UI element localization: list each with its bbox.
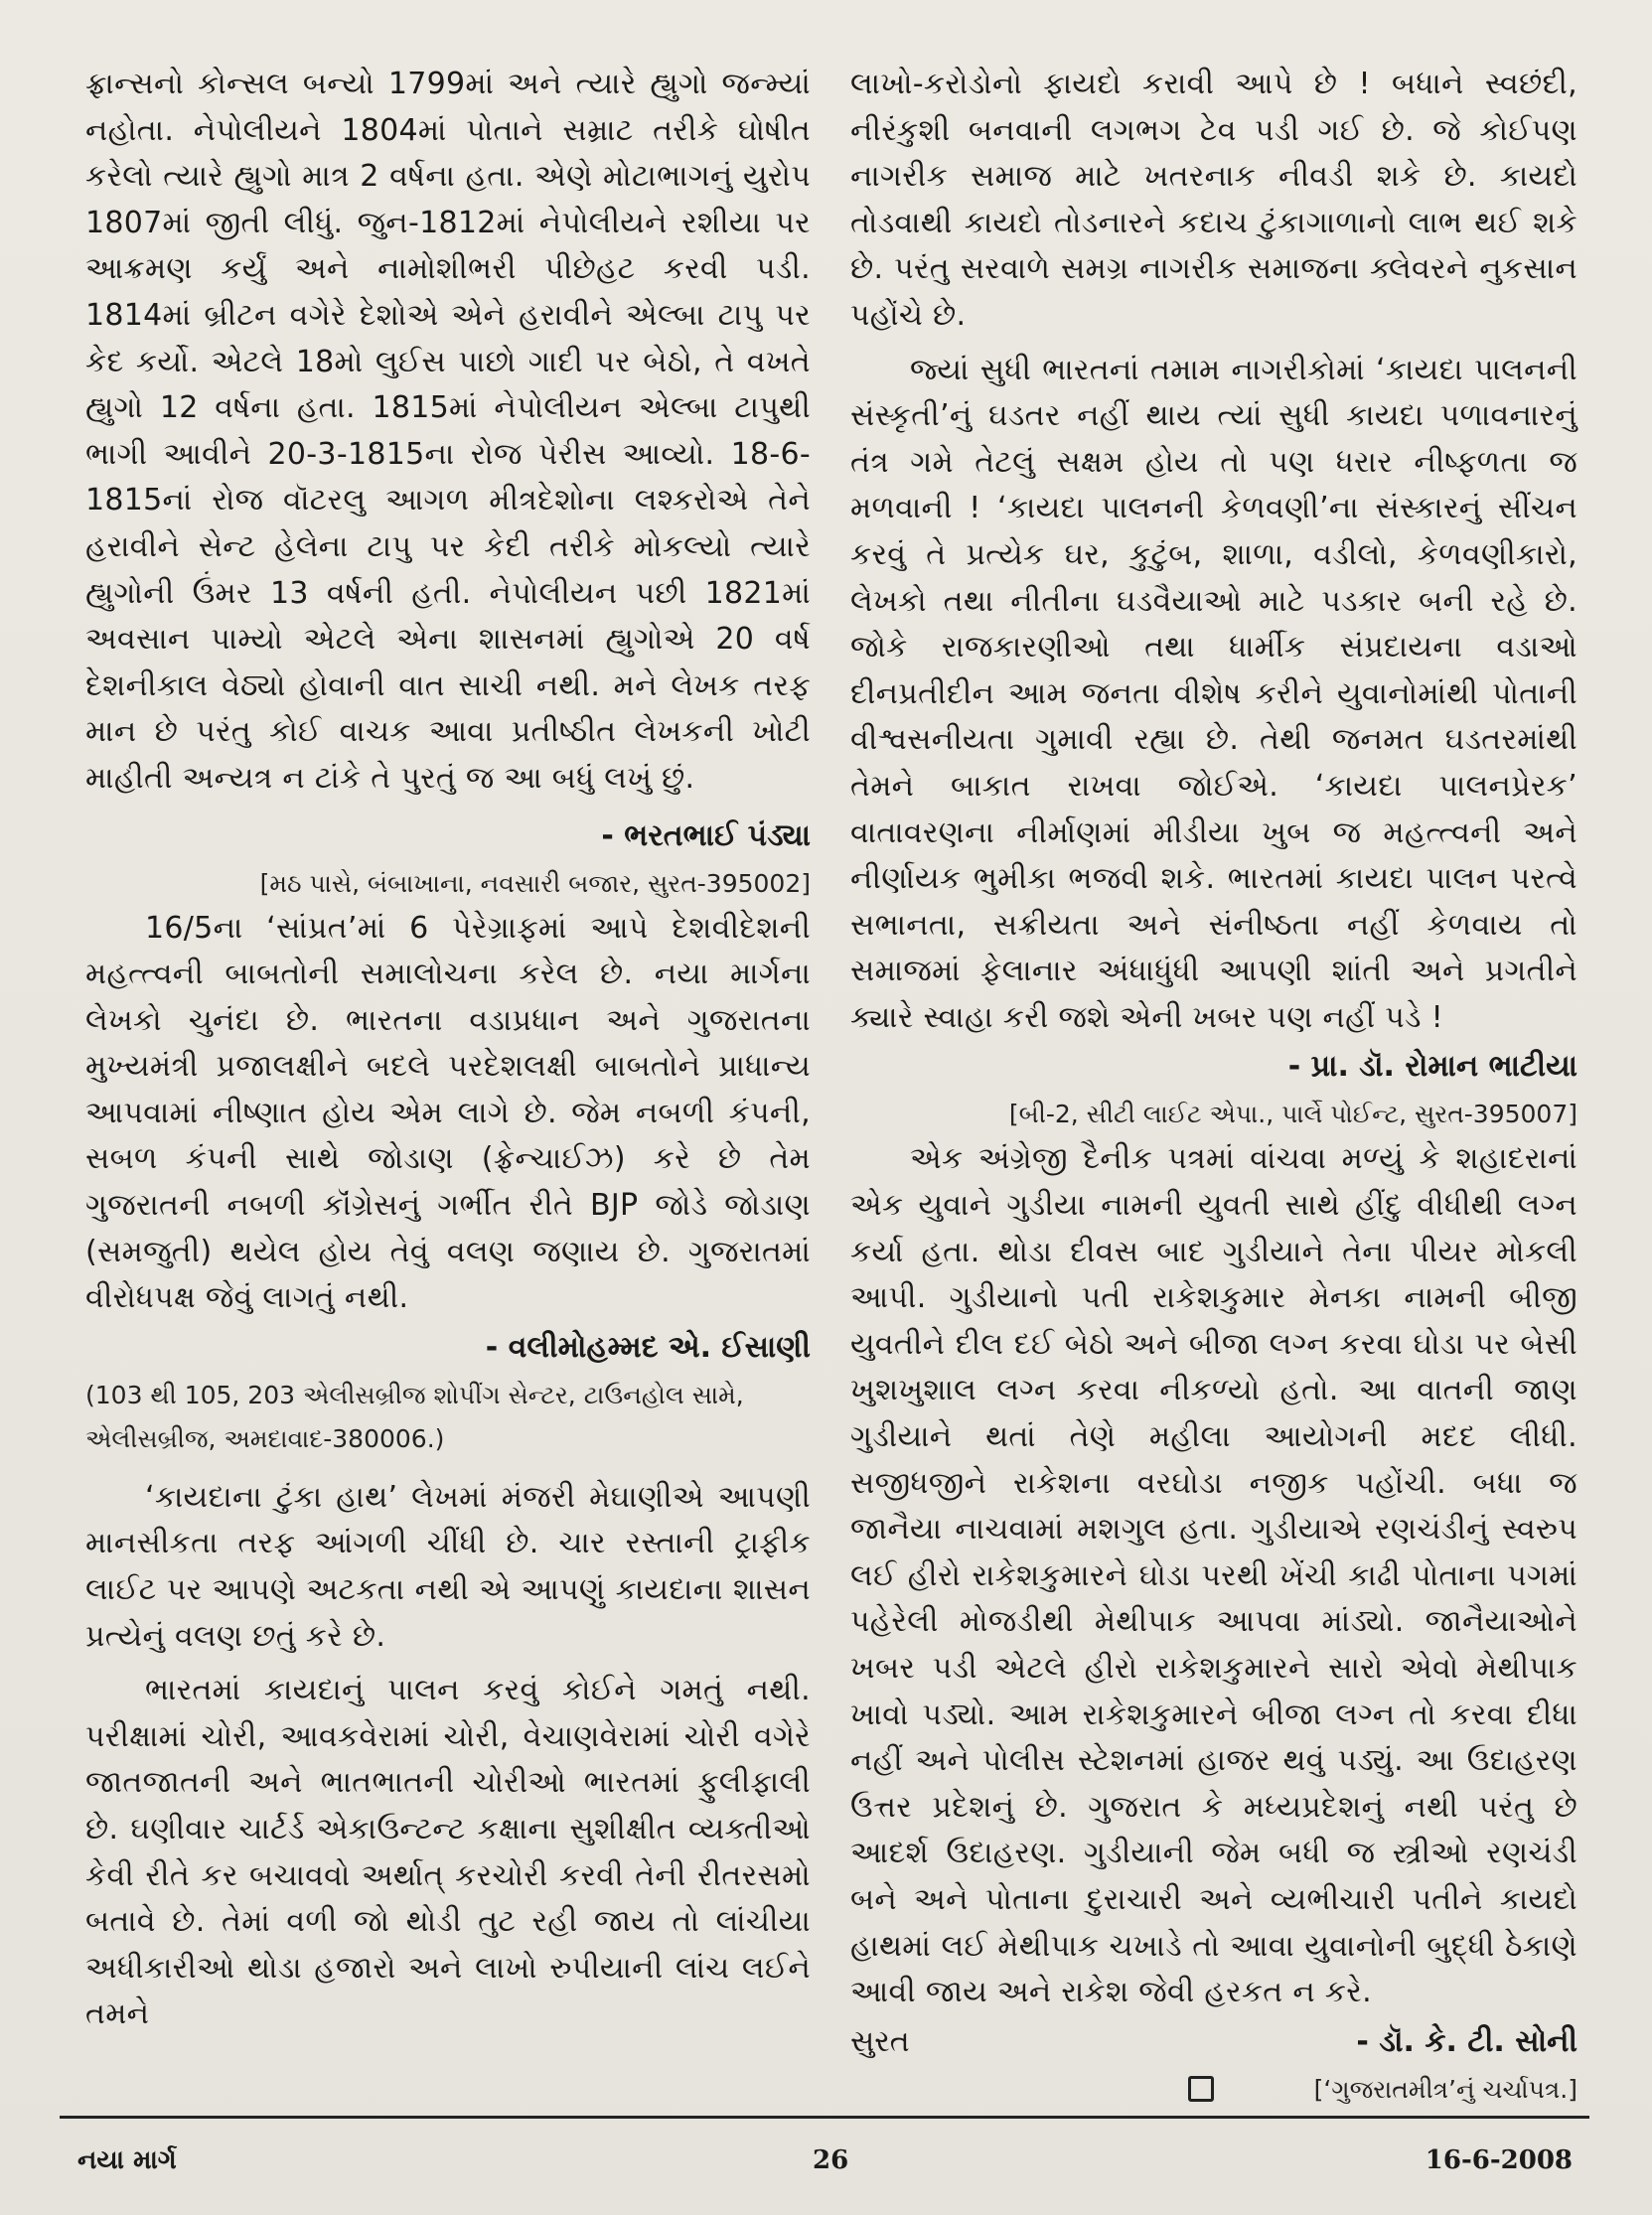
author-place: સુરત <box>850 2023 910 2059</box>
author-address: [મઠ પાસે, બંબાખાના, નવસારી બજાર, સુરત-395002] <box>259 868 811 898</box>
letter-paragraph: જ્યાં સુધી ભારતનાં તમામ નાગરીકોમાં ‘કાયદા પાલનની સંસ્કૃતી’નું ઘડતર નહીં થાય ત્યાં સુધી કાયદા પળાવનારનું તંત્ર ગમે તેટલું સક્ષમ હોય તો પણ ધરાર નીષ્ફળતા જ મળવાની ! ‘કાયદા પાલનની કેળવણી’ના સંસ્કારનું સીંચન કરવું તે પ્રત્યેક ઘર, કુટુંબ, શાળા, વડીલો, કેળવણીકારો, લેખકો તથા નીતીના ઘડવૈયાઓ માટે પડકાર બની રહે છે. જોકે રાજકારણીઓ તથા ધાર્મીક સંપ્રદાયના વડાઓ દીનપ્રતીદીન આમ જનતા વીશેષ કરીને યુવાનોમાંથી પોતાની વીશ્વસનીયતા ગુમાવી રહ્યા છે. તેથી જનમત ઘડતરમાંથી તેમને બાકાત રાખવા જોઈએ. ‘કાયદા પાલનપ્રેરક’ વાતાવરણના નીર્માણમાં મીડીયા ખુબ જ મહત્ત્વની અને નીર્ણાયક ભુમીકા ભજવી શકે. ભારતમાં કાયદા પાલન પરત્વે સભાનતા, સક્રીયતા અને સંનીષ્ઠતા નહીં કેળવાય તો સમાજમાં ફેલાનાર અંધાધુંધી આપણી શાંતી અને પ્રગતીને ક્યારે સ્વાહા કરી જશે એની ખબર પણ નહીં પડે ! <box>850 352 1577 1035</box>
end-mark-icon <box>1188 2076 1214 2102</box>
letter-paragraph: ભારતમાં કાયદાનું પાલન કરવું કોઈને ગમતું નથી. પરીક્ષામાં ચોરી, આવકવેરામાં ચોરી, વેચાણવેરામાં ચોરી વગેરે જાતજાતની અને ભાતભાતની ચોરીઓ ભારતમાં ફુલીફાલી છે. ઘણીવાર ચાર્ટર્ડ એકાઉન્ટન્ટ કક્ષાના સુશીક્ષીત વ્યક્તીઓ કેવી રીતે કર બચાવવો અર્થાત્ કરચોરી કરવી તેની રીતરસમો બતાવે છે. તેમાં વળી જો થોડી તુટ રહી જાય તો લાંચીયા અધીકારીઓ થોડા હજારો અને લાખો રુપીયાની લાંચ લઈને તમને <box>85 1673 811 2032</box>
author-signature: - ડૉ. કે. ટી. સોની <box>1356 2023 1577 2059</box>
author-signature: - પ્રા. ડૉ. રોમાન ભાટીયા <box>1287 1049 1577 1085</box>
author-signature: - વલીમોહમ્મદ એ. ઈસાણી <box>485 1329 811 1365</box>
right-column <box>850 62 1577 2112</box>
footer-divider <box>60 2116 1589 2119</box>
author-address: (103 થી 105, 203 એલીસબ્રીજ શોપીંગ સેન્ટર, ટાઉનહોલ સામે, એલીસબ્રીજ, અમદાવાદ-380006.) <box>85 1380 744 1453</box>
issue-date: 16-6-2008 <box>1425 2145 1573 2175</box>
source-note: [‘ગુજરાતમીત્ર’નું ચર્ચાપત્ર.] <box>1313 2074 1577 2104</box>
letter-paragraph: ‘કાયદાના ટુંકા હાથ’ લેખમાં મંજરી મેઘાણીએ આપણી માનસીકતા તરફ આંગળી ચીંધી છે. ચાર રસ્તાની ટ્રાફીક લાઈટ પર આપણે અટકતા નથી એ આપણું કાયદાના શાસન પ્રત્યેનું વલણ છતું કરે છે. <box>85 1479 811 1654</box>
author-signature: - ભરતભાઈ પંડ્યા <box>601 817 811 853</box>
letter-paragraph: ફ્રાન્સનો કોન્સલ બન્યો 1799માં અને ત્યારે હ્યુગો જન્મ્યાં નહોતા. નેપોલીયને 1804માં પોતાને સમ્રાટ તરીકે ઘોષીત કરેલો ત્યારે હ્યુગો માત્ર 2 વર્ષના હતા. એણે મોટાભાગનું યુરોપ 1807માં જીતી લીધું. જુન-1812માં નેપોલીયને રશીયા પર આક્રમણ કર્યું અને નામોશીભરી પીછેહટ કરવી પડી. 1814માં બ્રીટન વગેરે દેશોએ એને હરાવીને એલ્બા ટાપુ પર કેદ કર્યો. એટલે 18મો લુઈસ પાછો ગાદી પર બેઠો, તે વખતે હ્યુગો 12 વર્ષના હતા. 1815માં નેપોલીયન એલ્બા ટાપુથી ભાગી આવીને 20-3-1815ના રોજ પેરીસ આવ્યો. 18-6-1815નાં રોજ વૉટરલુ આગળ મીત્રદેશોના લશ્કરોએ તેને હરાવીને સેન્ટ હેલેના ટાપુ પર કેદી તરીકે મોકલ્યો ત્યારે હ્યુગોની ઉંમર 13 વર્ષની હતી. નેપોલીયન પછી 1821માં અવસાન પામ્યો એટલે એના શાસનમાં હ્યુગોએ 20 વર્ષ દેશનીકાલ વેઠ્યો હોવાની વાત સાચી નથી. મને લેખક તરફ માન છે પરંતુ કોઈ વાચક આવા પ્રતીષ્ઠીત લેખકની ખોટી માહીતી અન્યત્ર ન ટાંકે તે પુરતું જ આ બધું લખું છું. <box>85 67 811 796</box>
left-column <box>85 62 811 2038</box>
letter-paragraph: એક અંગ્રેજી દૈનીક પત્રમાં વાંચવા મળ્યું કે શહાદરાનાં એક યુવાને ગુડીયા નામની યુવતી સાથે હીંદુ વીધીથી લગ્ન કર્યા હતા. થોડા દીવસ બાદ ગુડીયાને તેના પીયર મોકલી આપી. ગુડીયાનો પતી રાકેશકુમાર મેનકા નામની બીજી યુવતીને દીલ દઈ બેઠો અને બીજા લગ્ન કરવા ઘોડા પર બેસી ખુશખુશાલ લગ્ન કરવા નીકળ્યો હતો. આ વાતની જાણ ગુડીયાને થતાં તેણે મહીલા આયોગની મદદ લીધી. સજીધજીને રાકેશના વરઘોડા નજીક પહોંચી. બધા જ જાનૈયા નાચવામાં મશગુલ હતા. ગુડીયાએ રણચંડીનું સ્વરુપ લઈ હીરો રાકેશકુમારને ઘોડા પરથી ખેંચી કાઢી પોતાના પગમાં પહેરેલી મોજડીથી મેથીપાક આપવા માંડ્યો. જાનૈયાઓને ખબર પડી એટલે હીરો રાકેશકુમારને સારો એવો મેથીપાક ખાવો પડ્યો. આમ રાકેશકુમારને બીજા લગ્ન તો કરવા દીધા નહીં અને પોલીસ સ્ટેશનમાં હાજર થવું પડ્યું. આ ઉદાહરણ ઉત્તર પ્રદેશનું છે. ગુજરાત કે મધ્યપ્રદેશનું નથી પરંતુ છે આદર્શ ઉદાહરણ. ગુડીયાની જેમ બધી જ સ્ત્રીઓ રણચંડી બને અને પોતાના દુરાચારી અને વ્યભીચારી પતીને કાયદો હાથમાં લઈ મેથીપાક ચખાડે તો આવા યુવાનોની બુદ્ધી ઠેકાણે આવી જાય અને રાકેશ જેવી હરકત ન કરે. <box>850 1141 1577 2010</box>
letter-paragraph: લાખો-કરોડોનો ફાયદો કરાવી આપે છે ! બધાને સ્વછંદી, નીરંકુશી બનવાની લગભગ ટેવ પડી ગઈ છે. જે કોઈપણ નાગરીક સમાજ માટે ખતરનાક નીવડી શકે છે. કાયદો તોડવાથી કાયદો તોડનારને કદાચ ટુંકાગાળાનો લાભ થઈ શકે છે. પરંતુ સરવાળે સમગ્ર નાગરીક સમાજના ક્લેવરને નુકસાન પહોંચે છે. <box>850 67 1577 333</box>
letter-paragraph: 16/5ના ‘સાંપ્રત’માં 6 પેરેગ્રાફમાં આપે દેશવીદેશની મહત્ત્વની બાબતોની સમાલોચના કરેલ છે. નયા માર્ગના લેખકો ચુનંદા છે. ભારતના વડાપ્રધાન અને ગુજરાતના મુખ્યમંત્રી પ્રજાલક્ષીને બદલે પરદેશલક્ષી બાબતોને પ્રાધાન્ય આપવામાં નીષ્ણાત હોય એમ લાગે છે. જેમ નબળી કંપની, સબળ કંપની સાથે જોડાણ (ફ્રેન્ચાઈઝ) કરે છે તેમ ગુજરાતની નબળી કૉંગ્રેસનું ગર્ભીત રીતે BJP જોડે જોડાણ (સમજુતી) થયેલ હોય તેવું વલણ જણાય છે. ગુજરાતમાં વીરોધપક્ષ જેવું લાગતું નથી. <box>85 910 811 1316</box>
signature-row <box>850 2016 1577 2068</box>
author-address: [બી-2, સીટી લાઈટ એપા., પાર્લે પોઈન્ટ, સુરત-395007] <box>1008 1100 1577 1129</box>
publication-name: નયા માર્ગ <box>77 2145 177 2175</box>
page-number: 26 <box>813 2145 849 2175</box>
